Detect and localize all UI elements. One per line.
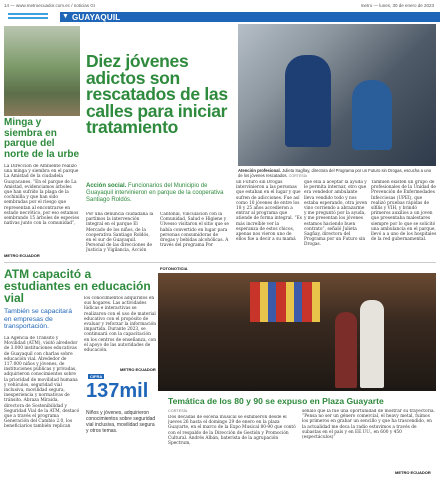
foto-credit: CORTESÍA bbox=[168, 409, 188, 413]
side-text: La Dirección de Ambiente realizó una minga y siembra en el parque La Amistad de la ciudadela Guayacanes. “En el parque de La Amistad, evidenciamos árboles que han sufrido la plaga de la cochinilla y que han sido sembradas por el riesgo que representan al encontrarse en estado necrótico, por eso estamos sembrando 15 árboles de especies nativas junto con la comunidad”, bbox=[4, 164, 80, 227]
rescue-photo bbox=[238, 24, 436, 166]
stat-number: 137mil bbox=[86, 380, 149, 402]
main-lede bbox=[86, 183, 234, 204]
main-col-5: También existen un grupo de profesionales de la Unidad de Prevención de Enfermedades Infecciosas (UPEI), que realizó pruebas rápidas de sífilis y VIH, y brindó primeros auxilios a un joven que presentaba malestares siempre por lo que se solicitó una ambulancia en el parque, llevó a a uno de los hospitales de la red gubernamental. bbox=[371, 180, 437, 243]
photo-credit: CORTESÍA bbox=[288, 174, 308, 178]
location-pin-icon: ▼ bbox=[62, 13, 69, 20]
photo-caption bbox=[238, 168, 436, 179]
main-col-2: Cantonal, Vinculación con la Comunidad, Salud e Higiene y Ulvesso visitaron el sitio que se había convertido en lugar para personas consumidoras de drogas y bebidas alcohólicas. A través del programa Por bbox=[160, 212, 229, 249]
photo-figure bbox=[352, 80, 392, 150]
caption-bold: Atención profesional. bbox=[238, 168, 281, 173]
side-headline: Minga y siembra en parque del norte de la urbe bbox=[4, 117, 80, 160]
cifra-label: CIFRA bbox=[90, 374, 103, 379]
main-col-4: que ella a aceptar la ayuda y le permita internar, otro que era vendedor ambulante lleva vendido todo y nos estaba esperando, otra joven vino corriendo a abrazarme y me preguntó por la ayuda, y me presentan los jóvenes estamos haciendo buen contrato”, señaló Julieta Sagñay, directora del Programa por un Futuro sin Drogas. bbox=[304, 180, 368, 248]
main-headline: Diez jóvenes adictos son rescatados de las calles para iniciar tratamiento bbox=[86, 51, 228, 137]
section-bar bbox=[0, 12, 440, 22]
atm-tag: METRO ECUADOR bbox=[120, 367, 156, 372]
atm-col-1: La Agencia de Tránsito y Movilidad (ATM), visitó alrededor de 3.000 instituciones educativas de Guayaquil con charlas sobre educación vial. Alrededor de 117.000 niños y jóvenes, de instituciones públicas y privadas, adquirieron conocimientos sobre la prioridad de movilidad humana y vehículos, seguridad vial inclusiva, movilidad segura, inexperiencia y normativas de tránsito. Abraza Miraida, directora de Sostenibilidad y Seguridad Vial de la ATM, destacó que a través el programa Generación del Cambio 2.0, los beneficiarios también replican bbox=[4, 336, 80, 430]
caption-text: Julieta Sagñay, directora del Programa por un Futuro sin Drogas, escucha a uno de los jóvenes rescatados. bbox=[238, 168, 432, 178]
foto-col-2: señaló que la fue una oportunidad de mostrar su trayectoria. “Pensa no ser un género comercial, el heavy metal, fuimos los primeros en grabar un sencillo y que ha trascendido, en la actualidad me deca la radio estuvimos a través de subastas en el país y en EE.UU., en 600 y 450 (espectáculos)” bbox=[302, 409, 435, 441]
lede-bold: Acción social. bbox=[86, 183, 127, 189]
foto-col-1: Dos décadas de escena musical se exhibieron desde el jueves 26 hasta el domingo 29 de enero en la plaza Guayarte, en el marco de la Expo Musical 80-90 que contó con el respaldo de la Dirección de Gestión y Promoción Cultural. Andrés Albán, baterista de la agrupación Spectrum, bbox=[168, 415, 296, 447]
section-divider bbox=[4, 262, 436, 263]
park-photo bbox=[4, 26, 80, 116]
expo-visitor bbox=[335, 312, 357, 388]
lede-text: Funcionarios del Municipio de Guayaquil intervinieron en parque de la cooperativa Santiago Roldós. bbox=[86, 183, 224, 203]
side-tag: METRO ECUADOR bbox=[4, 253, 40, 258]
foto-label: FOTONOTICIA bbox=[160, 266, 188, 271]
section-title: GUAYAQUIL bbox=[72, 13, 121, 22]
expo-posters bbox=[250, 282, 320, 322]
stat-description: Niños y jóvenes, adquirieron conocimientos sobre seguridad vial inclusiva, movilidad segura y otros temas. bbox=[86, 410, 156, 434]
atm-deck: También se capacitará en empresas de transportación. bbox=[4, 308, 73, 331]
page-date: metro — lunes, 30 de enero de 2023 bbox=[360, 3, 434, 8]
atm-col-2: los conocimientos adquiridos en sus hogares. Las actividades lúdicas e interactivas se realizaron con el uso de material educativo con el propósito de evaluar y reforzar la información impartida. Durante 2023, se continuará con la capacitación en los centros de enseñanza, con el apoyo de las autoridades de educación. bbox=[84, 296, 156, 354]
page-site: 14 — www.metroecuador.com.ec / noticias GI bbox=[4, 3, 96, 8]
photo-figure bbox=[285, 55, 331, 147]
city-flag bbox=[8, 13, 48, 21]
atm-headline: ATM capacitó a estudiantes en educación vial bbox=[4, 267, 151, 305]
foto-tag: METRO ECUADOR bbox=[395, 470, 431, 475]
main-col-3: un Futuro sin Drogas intervinieron a las personas que estaban en el lugar y que sufren de adicciones. Fue así como 10 jóvenes de entre los 18 y 25 años accedieron a entrar al programa que atiende de forma integral. “Es más increíble ver la esperanza de estos chicos, apenas nos vieron uno de ellos fue a decir a su mamá bbox=[236, 180, 302, 243]
expo-visitor bbox=[360, 300, 384, 388]
main-col-1: Por una denuncia ciudadana la partimos la intervención integral en el parque El Mercado de los niños, de la cooperativa Santiago Roldós, en el sur de Guayaquil. Personal de las direcciones de Justicia y Vigilancia, Acción bbox=[86, 212, 154, 254]
foto-headline: Temática de los 80 y 90 se expuso en Plaza Guayarte bbox=[168, 396, 384, 406]
page-header bbox=[0, 0, 440, 11]
